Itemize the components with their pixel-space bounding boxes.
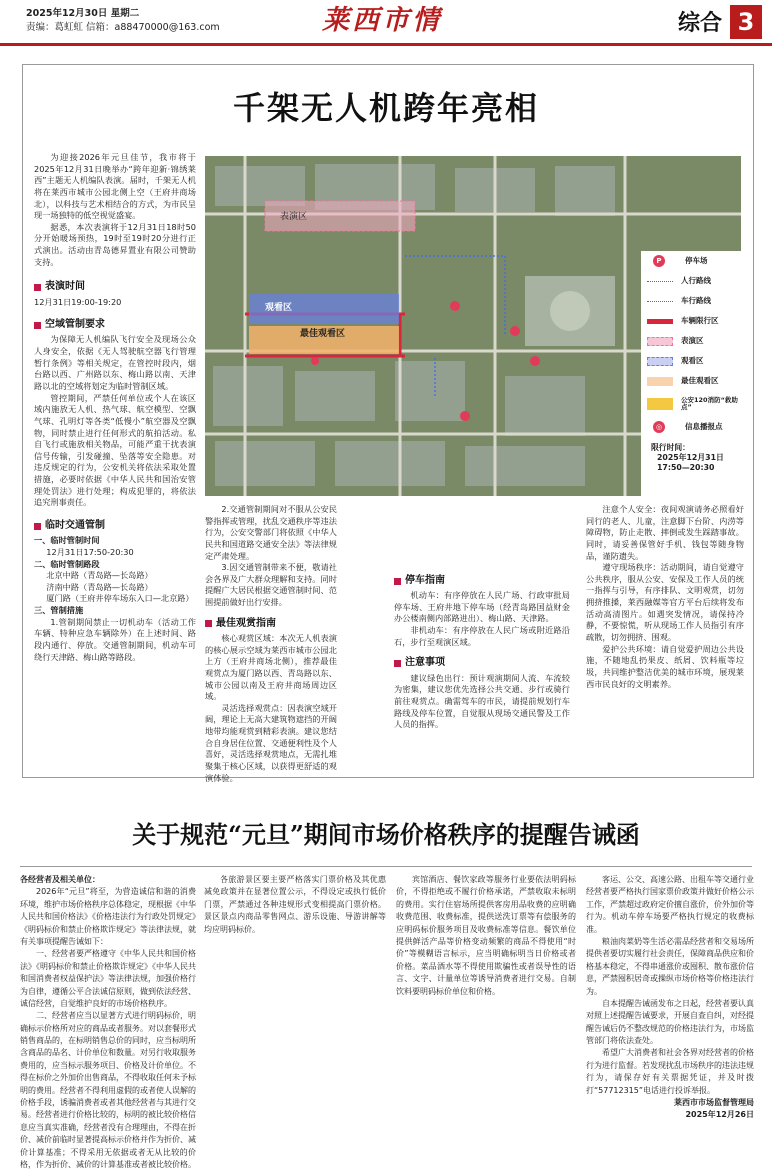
section-heading: 表演时间 bbox=[34, 280, 196, 294]
legend-time: 限行时间： 2025年12月31日 17:50—20:30 bbox=[651, 443, 724, 473]
paragraph: 一、经营者要严格遵守《中华人民共和国价格法》《明码标价和禁止价格欺诈规定》《中华人民共和国消费者权益保护法》等法律法规，加强价格行为自律，遵循公平合法诚信原则，做到依法经营、诚信经营，自觉维护良好的市场价格秩序。 bbox=[20, 949, 196, 1008]
paragraph: 3.因交通管制带来不便，敬请社会各界及广大群众理解和支持。同时提醒广大居民根据交通管制时间、范围提前做好出行安排。 bbox=[205, 562, 337, 608]
walk-route-icon bbox=[647, 281, 673, 282]
intro-paragraph: 据悉，本次表演将于12月31日18时50分开始暖场预热，19时至19时20分进行正式演出。活动由青岛德昇置业有限公司赞助支持。 bbox=[34, 221, 196, 267]
page-number: 3 bbox=[730, 5, 762, 39]
paragraph: 各旅游景区要主要严格落实门票价格及其优惠减免政策并在显著位置公示，不得设定或执行低价门票，严禁通过各种违规形式变相提高门票价格。景区景点内商品零售网点、游乐设施、导游讲解等均应明码标价。 bbox=[204, 875, 386, 934]
article-headline: 千架无人机跨年亮相 bbox=[232, 89, 539, 127]
column-4 bbox=[586, 504, 744, 690]
paragraph: 注意个人安全：夜间观演请务必照看好同行的老人、儿童，注意脚下台阶、内涝等障碍物，防止走散、摔倒或发生踩踏事故。同时，请妥善保管好手机、钱包等随身物品，谨防遗失。 bbox=[586, 504, 744, 561]
left-column bbox=[34, 152, 196, 663]
paragraph: 核心观赏区域：本次无人机表演的核心展示空域为莱西市城市公园北上方（王府井商场北侧），推荐最佳观赏点为厦门路以西、青岛路以东、城市公园以南及王府井商场周边区域。 bbox=[205, 632, 337, 702]
notice-column-4 bbox=[586, 874, 754, 1122]
paragraph: 遵守现场秩序：活动期间，请自觉遵守公共秩序，服从公安、安保及工作人员的统一指挥与引导，有序排队、文明观赏，切勿拥挤推搡，莱西融媒等官方平台后续将发布活动高清图片。如遇突发情况，请保持冷静，不要惊慌，听从现场工作人员指引有序疏散，切勿拥挤、围观。 bbox=[586, 562, 744, 643]
intro-paragraph: 为迎接2026年元旦佳节，我市将于2025年12月31日晚举办“跨年迎新·锦绣莱西”主题无人机编队表演。届时，千架无人机将在莱西市城市公园北侧上空（王府井商场北），以科技与艺术相结合的方式，为市民呈现一场独特的低空视觉盛宴。 bbox=[34, 152, 196, 221]
paper-logo: 莱西市情 bbox=[322, 5, 442, 36]
sub-heading: 三、管制措施 bbox=[34, 605, 84, 616]
bullet-square-icon bbox=[394, 578, 401, 585]
notice-headline: 关于规范“元旦”期间市场价格秩序的提醒告诫函 bbox=[132, 820, 640, 849]
section-heading: 注意事项 bbox=[394, 656, 570, 670]
sign-date: 2025年12月26日 bbox=[685, 1110, 754, 1120]
greeting: 各经营者及相关单位： bbox=[20, 875, 100, 884]
paragraph: 粮油肉菜奶等生活必需品经营者和交易场所提供者要切实履行社会责任，保障商品供应和价格基本稳定，不得串通涨价或囤积、散布涨价信息，严禁囤积居奇或操纵市场价格等价格违法行为。 bbox=[586, 936, 754, 996]
paragraph: 2.交通管制期间对不服从公安民警指挥或管理，扰乱交通秩序等违法行为，公安交警部门将依照《中华人民共和国道路交通安全法》等法律规定严肃处理。 bbox=[205, 504, 337, 561]
notice-column-1 bbox=[20, 874, 196, 1171]
map-label-best: 最佳观看区 bbox=[300, 329, 346, 339]
paragraph: 管控期间，严禁任何单位或个人在该区域内施放无人机、热气球、航空模型、空飘气球、孔明灯等各类“低慢小”航空器及空飘物，同时禁止进行任何形式的航拍活动。私自飞行或施放相关物品，可能严重干扰表演信号传输，引发碰撞、坠落等安全隐患。对违反规定的行为，公安机关将依法采取处置措施，必要时依据《中华人民共和国治安管理处罚法》进行处理；构成犯罪的，将依法追究刑事责任。 bbox=[34, 392, 196, 508]
legend-parking: P 停车场 bbox=[641, 251, 741, 271]
map-legend bbox=[641, 251, 741, 496]
legend-best: 最佳观看区 bbox=[641, 371, 741, 391]
car-route-icon bbox=[647, 301, 673, 302]
section-name: 综合 bbox=[677, 11, 722, 36]
map-label-show: 表演区 bbox=[280, 212, 308, 222]
parking-icon: P bbox=[653, 255, 665, 267]
column-3 bbox=[394, 504, 570, 731]
road-item: 北京中路（青岛路—长岛路） bbox=[46, 570, 153, 581]
restrict-swatch bbox=[647, 319, 673, 324]
event-map bbox=[205, 156, 741, 496]
paragraph: 宾馆酒店、餐饮家政等服务行业要依法明码标价，不得拒绝或不履行价格承诺，严禁收取未标明的费用。实行住宿场所提供客房用品收费的应明确收费范围、收费标准，提供送洗订票等有偿服务的应明码标价服务项目及收费标准等信息。餐饮单位提供鲜活产品等价格变动频繁的商品不得使用“时价”等模糊语言标示，应当明确标明当日价格或者价格。菜品酒水等不得使用欺骗性或者误导性的语言、文字、计量单位等诱导消费者进行交易。自制饮料要明码标价单位和价格。 bbox=[396, 875, 576, 996]
section-heading: 最佳观赏指南 bbox=[205, 617, 337, 631]
legend-restrict: 车辆限行区 bbox=[641, 311, 741, 331]
paragraph: 机动车：有序停放在人民广场、行政审批局停车场、王府井地下停车场（经青岛路国益财金办公楼南侧内部路进出）、梅山路、天津路。 bbox=[394, 590, 570, 624]
issue-date: 2025年12月30日 星期二 bbox=[26, 8, 140, 19]
road-item: 厦门路（王府井停车场东入口—北京路） bbox=[46, 593, 194, 604]
sub-heading: 一、临时管制时间 bbox=[34, 535, 100, 546]
legend-car: 车行路线 bbox=[641, 291, 741, 311]
paragraph: 希望广大消费者和社会各界对经营者的价格行为进行监督。若发现扰乱市场秩序的违法违规行为，请保存好有关票据凭证，并及时拨打“57712315”电话进行投诉举报。 bbox=[586, 1048, 754, 1095]
show-time: 12月31日19:00-19:20 bbox=[34, 296, 122, 307]
road-item: 济南中路（青岛路—长岛路） bbox=[46, 581, 153, 592]
paragraph: 非机动车：有序停放在人民广场或附近路沿石，步行至观演区域。 bbox=[394, 625, 570, 647]
paragraph: 二、经营者应当以显著方式进行明码标价，明确标示价格所对应的商品或者服务。对以套餐形式销售商品的，在标明销售总价的同时，应当标明所含商品的品名、计价单位和数量。对另行收取服务费用的，应当标示服务项目、价格及计价单位。不得在标价之外加价出售商品，不得收取任何未予标明的费用。经营者不得利用虚假的或者使人误解的价格手段，诱骗消费者或者其他经营者与其进行交易。经营者进行价格比较的，标明的被比较价格信息应当真实准确，经营者没有合理理由，不得在折价、减价前临时显著提高标示价格并作为折价、减价计算基准；不得采用无依据或者无从比较的价格，作为折价、减价的计算基准或者被比较价格。 bbox=[20, 1011, 196, 1169]
notice-column-2 bbox=[204, 874, 386, 936]
control-time: 12月31日17:50-20:30 bbox=[46, 546, 134, 557]
bullet-square-icon bbox=[34, 523, 41, 530]
show-swatch bbox=[647, 337, 673, 346]
paragraph: 爱护公共环境：请自觉爱护周边公共设施，不随地乱扔果皮、纸屑、饮料瓶等垃圾，共同维护整洁优美的城市环境，展现莱西市民良好的文明素养。 bbox=[586, 643, 744, 689]
paragraph: 客运、公交、高速公路、出租车等交通行业经营者要严格执行国家票价政策并做好价格公示工作，严禁超过政府定价擅自涨价，价外加价等行为。机动车停车场要严格执行规定的收费标准。 bbox=[586, 875, 754, 934]
section-heading: 空域管制要求 bbox=[34, 318, 196, 332]
legend-walk: 人行路线 bbox=[641, 271, 741, 291]
notice-column-3 bbox=[396, 874, 576, 998]
legend-info: ◎ 信息播报点 bbox=[641, 417, 741, 437]
masthead bbox=[0, 0, 772, 46]
info-icon: ◎ bbox=[653, 421, 665, 433]
bullet-square-icon bbox=[205, 620, 212, 627]
paragraph: 1.管制期间禁止一切机动车（活动工作车辆、特种应急车辆除外）在上述时间、路段内通行、停放。交通管制期间，机动车可绕行天津路、梅山路等路段。 bbox=[34, 616, 196, 662]
legend-show: 表演区 bbox=[641, 331, 741, 351]
legend-view: 观看区 bbox=[641, 351, 741, 371]
paragraph: 自本提醒告诫函发布之日起，经营者要认真对照上述提醒告诫要求，开展自查自纠，对经提醒告诫后仍不整改规范的价格违法行为，市场监管部门将依法查处。 bbox=[586, 998, 754, 1046]
paragraph: 建议绿色出行：预计观演期间人流、车流较为密集，建议您优先选择公共交通、步行或骑行前往观赏点。确需驾车的市民，请提前规划行车路线及停车位置，自觉服从现场交通民警及工作人员的指挥。 bbox=[394, 672, 570, 730]
section-heading: 临时交通管制 bbox=[34, 519, 196, 533]
column-2 bbox=[205, 504, 337, 784]
editor-line: 责编：葛虹虹 信箱：a88470000@163.com bbox=[26, 22, 220, 34]
paragraph: 2026年“元旦”将至，为营造诚信和谐的消费环境，维护市场价格秩序总体稳定，现根据《中华人民共和国价格法》《价格违法行为行政处罚规定》《明码标价和禁止价格欺诈规定》等法律法规，就有关事项提醒告诫如下： bbox=[20, 887, 196, 946]
map-label-view: 观看区 bbox=[265, 303, 293, 313]
view-swatch bbox=[647, 357, 673, 366]
sub-heading: 二、临时管制路段 bbox=[34, 558, 100, 569]
bullet-square-icon bbox=[34, 284, 41, 291]
paragraph: 灵活选择观赏点：因表演空域开阔，理论上无高大建筑物遮挡的开阔地带均能观赏到精彩表演。建议您结合自身居住位置、交通便利性及个人喜好，灵活选择观赏地点，无需扎堆聚集于核心区域，以获得更舒适的观演体验。 bbox=[205, 702, 337, 783]
masthead-meta bbox=[26, 7, 220, 36]
best-swatch bbox=[647, 377, 673, 386]
bullet-square-icon bbox=[34, 322, 41, 329]
signer: 莱西市市场监督管理局 bbox=[674, 1098, 754, 1108]
rescue-icon bbox=[647, 398, 673, 410]
paragraph: 为保障无人机编队飞行安全及现场公众人身安全，依据《无人驾驶航空器飞行管理暂行条例》等相关规定，在管控时段内，烟台路以西、广州路以东、梅山路以南、天津路以北的空域将划定为临时管制区域。 bbox=[34, 334, 196, 391]
section-heading: 停车指南 bbox=[394, 574, 570, 588]
legend-rescue: 公安120消防“救助点” bbox=[641, 391, 741, 417]
divider bbox=[20, 866, 752, 867]
bullet-square-icon bbox=[394, 660, 401, 667]
